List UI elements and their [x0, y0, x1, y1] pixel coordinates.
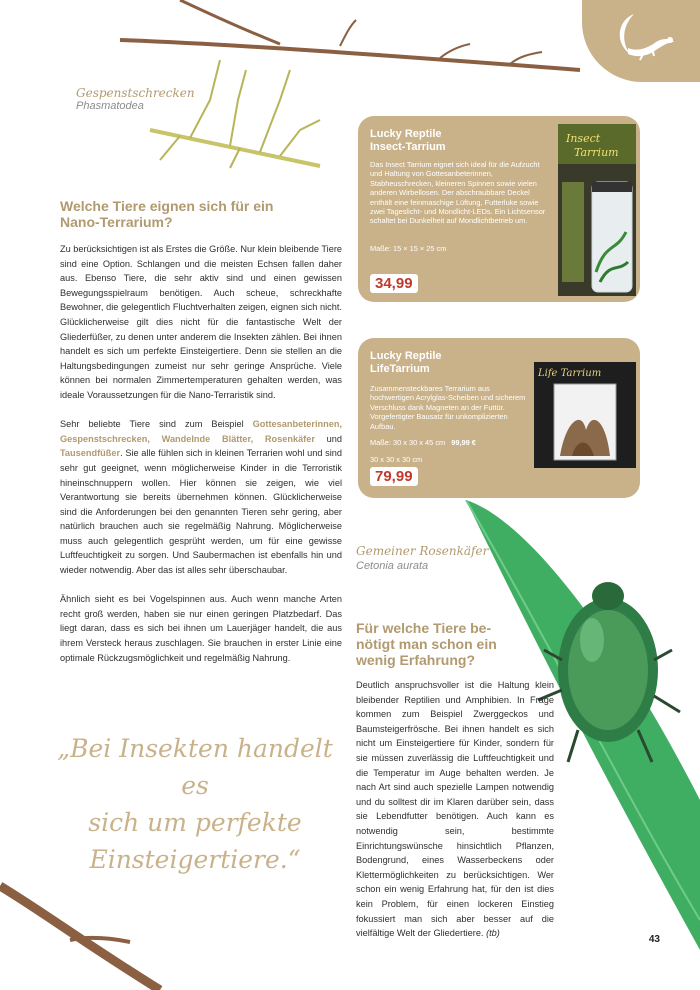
product1-price: 34,99 [370, 274, 418, 293]
product2-description: Zusammensteckbares Terrarium aus hochwertigen Acrylglas-Scheiben und sicherem Verschluss dank Magneten an der Futtür. Vorgefertigter Bausatz für unkomplizierten Aufbau. [370, 384, 526, 431]
section1-body [60, 242, 342, 680]
life-tarrium-box-image [532, 360, 638, 470]
svg-text:Tarrium: Tarrium [574, 146, 619, 159]
product1-title: Lucky Reptile Insect-Tarrium [370, 128, 446, 153]
pull-quote: „Bei Insekten handelt es sich um perfekte Einsteigertiere.“ [57, 734, 333, 874]
branch-bottom-image [0, 880, 180, 990]
section2-heading: Für welche Tiere be- nötigt man schon ein wenig Erfahrung? [356, 620, 497, 668]
section1-paragraph-3: Ähnlich sieht es bei Vogelspinnen aus. Auch wenn manche Arten recht groß werden, haben sie nur einen geringen Platzbedarf. Das liegt daran, dass es sich bei ihnen um Lauerjäger handelt, die aus ihrem Versteck heraus zuschlagen. Sie brauchen in erster Linie eine optimale Rückzugsmöglichkeit und regelmäßig Nahrung. [60, 594, 342, 663]
product2-title: Lucky Reptile LifeTarrium [370, 350, 442, 375]
gecko-moon-logo-icon [604, 8, 682, 70]
product1-description: Das Insect Tarrium eignet sich ideal für die Aufzucht und Haltung von Gottesanbeterinnen, Stabheuschrecken, kleineren Spinnen sowie vielen anderen Wirbellosen. Der abschraubbare Deckel enthält eine feinmaschige Lüftung, Futterluke sowie zwei Tageslicht- und Mondlicht-LEDs. Ein Lichtsensor schaltet bei Dunkelheit auf Mondlichtbetrieb um. [370, 160, 546, 226]
product2-variant: 30 x 30 x 30 cm [370, 455, 423, 464]
product1-dimensions: Maße: 15 × 15 × 25 cm [370, 244, 447, 253]
svg-text:Life Tarrium: Life Tarrium [538, 368, 602, 379]
caption-rose-chafer: Gemeiner Rosenkäfer [356, 544, 489, 558]
section1-heading: Welche Tiere eignen sich für ein Nano-Terrarium? [60, 198, 274, 230]
caption-rose-chafer-latin: Cetonia aurata [356, 560, 429, 572]
caption-stick-insect: Gespenstschrecken [76, 86, 195, 100]
svg-text:Insect: Insect [566, 132, 601, 145]
section1-paragraph-1: Zu berücksichtigen ist als Erstes die Größe. Nur klein bleibende Tiere sind eine Option. Schlangen und die meisten Echsen fallen daher aus. Ebenso Tiere, die sehr aktiv sind und einen gewissen Bewegungsspielraum benötigen. Auch scheue, schreckhafte Bewohner, die gelegentlich Fluchtverhalten zeigen, eignen sich nicht. Glücklicherweise gilt dies nicht für die fantastische Welt der Gliederfüßer, zu denen unter anderem die Insekten zählen. Bei ihnen handelt es sich um perfekte Einsteigertiere. Denn sie stellen an die Haltungsbedingungen zumeist nur sehr geringe Ansprüche. Viele können bei normalen Zimmertemperaturen gehalten werden, was ideale Voraussetzungen für die Nano-Terraristik sind. [60, 244, 342, 400]
insect-tarrium-box-image [556, 122, 638, 298]
section1-paragraph-2: Sehr beliebte Tiere sind zum Beispiel Gottesanbeterinnen, Gespenstschrecken, Wandelnde Blätter, Rosenkäfer und Tausendfüßer. Sie alle fühlen sich in kleinen Terrarien wohl und sind sehr gut geeignet, wenn möglicherweise Kinder in die Terroristik hineinschnuppern wollen. Hier können sie zeigen, wie viel Verantwortung sie bereits übernehmen können. Glücklicherweise sind die Anforderungen bei den genannten Tieren sehr gering, aber natürlich brauchen auch sie regelmäßig Nahrung. Möglicherweise muss auch gelegentlich gesprüht werden, um für eine gewisse Luftfeuchtigkeit zu sorgen. Und Saubermachen ist ebenfalls hin und wieder notwendig. Aber das ist alles sehr überschaubar. [60, 419, 342, 576]
product2-price: 79,99 [370, 467, 418, 486]
section2-body: Deutlich anspruchsvoller ist die Haltung klein bleibender Reptilien und Amphibien. In Frage kommen zum Beispiel Zwerggeckos und Baumsteigerfrösche. Bei ihnen handelt es sich nicht um Einsteigertiere für Kinder, sondern für sie müssen zuverlässig die Luftfeuchtigkeit und die Temperatur im Auge behalten werden. Je nach Art sind auch spezielle Lampen notwendig und du solltest dir im Klaren darüber sein, dass sie Lebendfutter benötigen. Auch kann es notwendig sein, bestimmte Einrichtungswünsche hinsichtlich Pflanzen, Bodengrund, eines Wasserbeckens oder Klettermöglichkeiten zu berücksichtigen. Wer schon ein wenig Erfahrung hat, für den ist dies kein Problem, für einen lockeren Einstieg fokussiert man sich aber besser auf die vielfältige Welt der Gliedertiere. (tb) [356, 680, 554, 939]
stick-insect-image [120, 30, 340, 170]
page-number: 43 [648, 934, 660, 945]
author-signature: (tb) [486, 928, 500, 939]
product2-dimensions-line: Maße: 30 x 30 x 45 cm 99,99 € [370, 438, 476, 447]
product2-old-price: 99,99 € [451, 438, 476, 447]
caption-stick-insect-latin: Phasmatodea [76, 100, 144, 112]
